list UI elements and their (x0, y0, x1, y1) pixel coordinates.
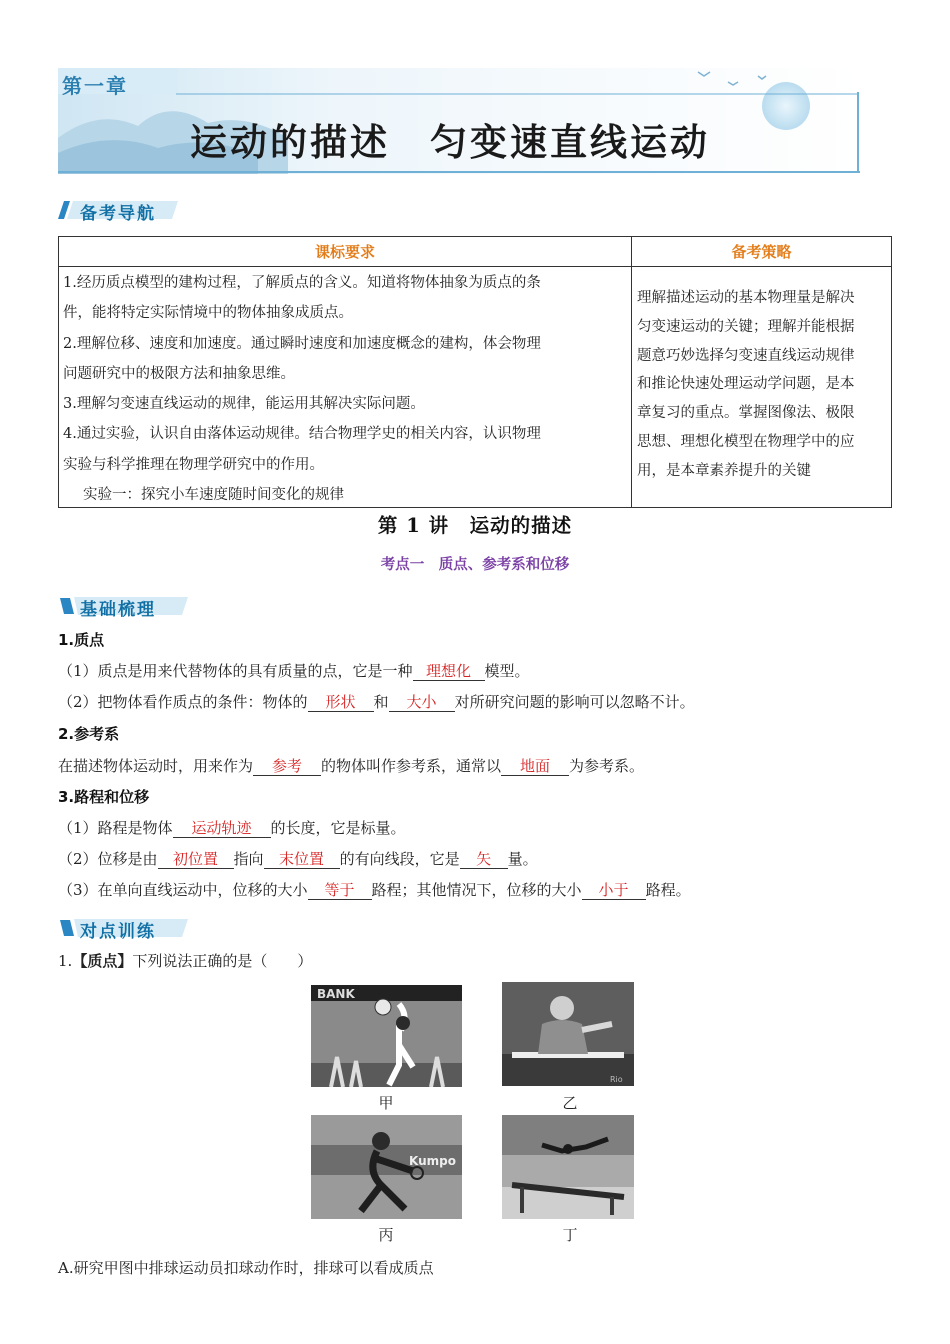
knowledge-point-title: 考点一 质点、参考系和位移 (380, 557, 570, 573)
particle-line-1 (58, 660, 530, 681)
text: （2）位移是由 (58, 850, 158, 868)
answer-blank: 等于 (308, 882, 372, 900)
text: 指向 (233, 850, 264, 868)
photo-caption: 丙 (378, 1226, 394, 1244)
photo-caption: 甲 (378, 1094, 394, 1112)
svg-text:BANK: BANK (317, 987, 355, 1001)
text: 量。 (507, 850, 538, 868)
question-topic: 【质点】 (72, 952, 133, 970)
answer-blank: 大小 (389, 694, 455, 712)
question-1 (58, 950, 312, 971)
text: （1）质点是用来代替物体的具有质量的点，它是一种 (58, 662, 413, 680)
photo-caption: 乙 (562, 1094, 578, 1112)
particle-line-2 (58, 691, 695, 712)
section-title-reference-frame: 2.参考系 (58, 725, 120, 743)
col-header-requirements: 课标要求 (314, 243, 375, 261)
photo-caption: 丁 (562, 1226, 578, 1244)
text: 在描述物体运动时，用来作为 (58, 757, 254, 775)
answer-blank: 参考 (253, 758, 321, 776)
strategy-line: 思想、理想化模型在物理学中的应 (637, 433, 855, 450)
lecture-title: 第 1 讲 运动的描述 (377, 514, 573, 537)
text: （3）在单向直线运动中，位移的大小 (58, 881, 308, 899)
strategy-cell (637, 284, 891, 486)
text: 的物体叫作参考系，通常以 (321, 757, 502, 775)
answer-blank: 理想化 (413, 663, 485, 681)
option-a: A.研究甲图中排球运动员扣球动作时，排球可以看成质点 (58, 1259, 434, 1277)
requirement-line: 实验与科学推理在物理学研究中的作用。 (63, 456, 324, 473)
guide-table (58, 236, 892, 508)
strategy-line: 章复习的重点。掌握图像法、极限 (637, 405, 855, 422)
practice-tag: 对点训练 (80, 922, 156, 942)
strategy-line: 题意巧妙选择匀变速直线运动规律 (637, 347, 855, 364)
strategy-line: 匀变速运动的关键；理解并能根据 (637, 318, 855, 335)
basics-tag: 基础梳理 (80, 600, 156, 620)
answer-blank: 矢 (460, 851, 508, 869)
path-line-3 (58, 879, 691, 900)
photo-sign: Kumpo (409, 1154, 456, 1168)
reference-line-1 (58, 755, 644, 776)
strategy-line: 用，是本章素养提升的关键 (637, 462, 811, 479)
section-title-particle: 1.质点 (58, 631, 105, 649)
answer-blank: 形状 (308, 694, 374, 712)
strategy-line: 和推论快速处理运动学问题，是本 (637, 376, 855, 393)
answer-blank: 地面 (501, 758, 569, 776)
requirement-line: 实验一：探究小车速度随时间变化的规律 (83, 487, 344, 504)
text: 和 (373, 693, 389, 711)
text: 路程。 (645, 881, 691, 899)
answer-blank: 末位置 (264, 851, 340, 869)
requirement-line: 件，能将特定实际情境中的物体抽象成质点。 (63, 305, 353, 322)
requirement-line: 4.通过实验，认识自由落体运动规律。结合物理学史的相关内容，认识物理 (63, 426, 541, 443)
text: （1）路程是物体 (58, 819, 173, 837)
text: 的长度，它是标量。 (270, 819, 406, 837)
text: 的有向线段，它是 (339, 850, 460, 868)
answer-blank: 初位置 (158, 851, 234, 869)
chapter-title: 运动的描述 匀变速直线运动 (190, 121, 710, 164)
chapter-tag: 第一章 (62, 74, 128, 98)
answer-blank: 运动轨迹 (173, 820, 271, 838)
text: （2）把物体看作质点的条件：物体的 (58, 693, 308, 711)
path-line-1 (58, 817, 406, 838)
text: 为参考系。 (569, 757, 645, 775)
answer-blank: 小于 (582, 882, 646, 900)
photo-balance-beam (502, 1115, 634, 1219)
requirement-line: 2.理解位移、速度和加速度。通过瞬时速度和加速度概念的建构，体会物理 (63, 335, 541, 352)
text: 模型。 (484, 662, 530, 680)
requirement-line: 1.经历质点模型的建构过程，了解质点的含义。知道将物体抽象为质点的条 (63, 275, 541, 291)
requirements-cell (63, 268, 629, 510)
table-column-divider (631, 237, 632, 507)
path-line-2 (58, 848, 538, 869)
table-header-divider (59, 266, 891, 267)
requirement-line: 3.理解匀变速直线运动的规律，能运用其解决实际问题。 (63, 396, 425, 413)
svg-text:Rio: Rio (610, 1075, 623, 1084)
photo-volleyball (311, 985, 462, 1087)
question-stem: 下列说法正确的是（ ） (132, 952, 313, 970)
text: 路程；其他情况下，位移的大小 (371, 881, 582, 899)
text: 对所研究问题的影响可以忽略不计。 (454, 693, 695, 711)
photo-badminton (311, 1115, 462, 1219)
col-header-strategy: 备考策略 (731, 243, 792, 261)
photo-table-tennis (502, 982, 634, 1086)
question-number: 1. (58, 952, 73, 970)
section-title-path-displacement: 3.路程和位移 (58, 788, 150, 806)
requirement-line: 问题研究中的极限方法和抽象思维。 (63, 365, 295, 382)
guide-tag: 备考导航 (80, 204, 156, 224)
strategy-line: 理解描述运动的基本物理量是解决 (637, 290, 855, 306)
